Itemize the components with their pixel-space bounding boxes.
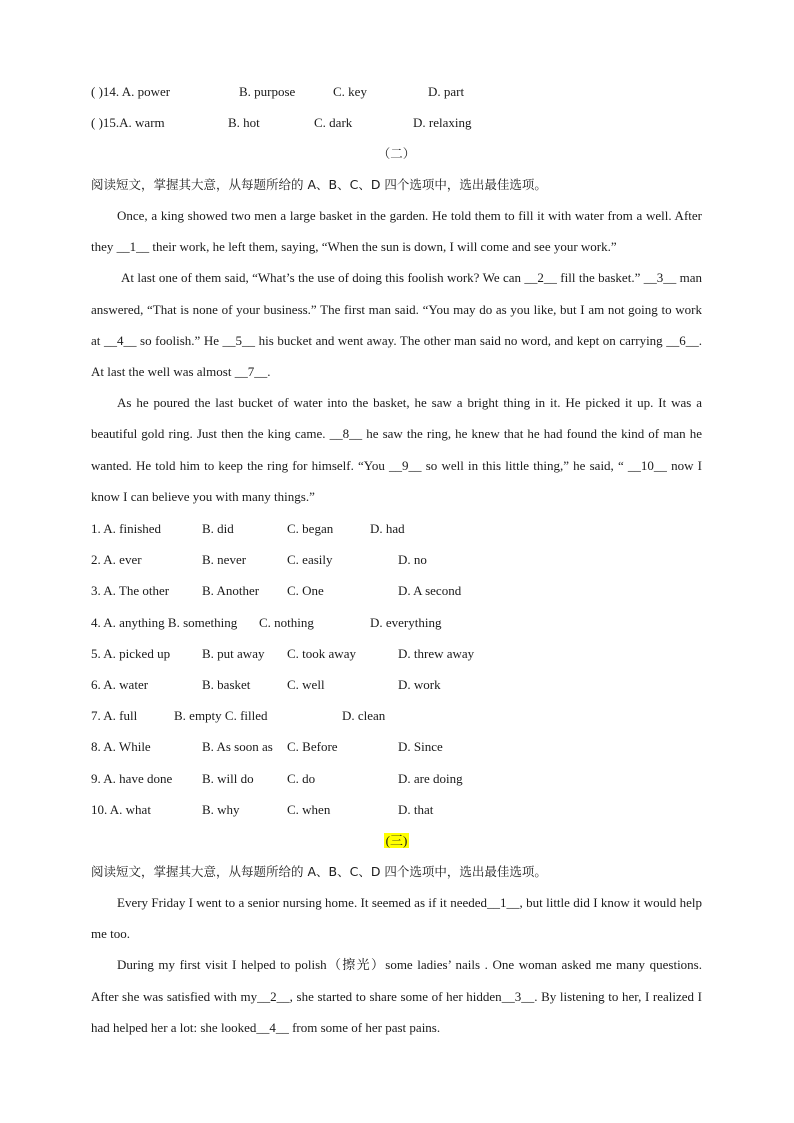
option-5-c: C. took away — [287, 646, 356, 661]
option-8-b: B. As soon as — [202, 739, 273, 754]
option-10-a: 10. A. what — [91, 802, 151, 817]
option-5-a: 5. A. picked up — [91, 646, 171, 661]
section-2-passage — [91, 200, 702, 512]
option-10-c: C. when — [287, 802, 331, 817]
question-14-option-b: B. purpose — [239, 84, 296, 99]
s3-p1-rest: , but little did I know it would help me too. — [91, 895, 702, 942]
question-14-option-d: D. part — [428, 84, 465, 99]
option-9-d: D. are doing — [398, 771, 463, 786]
blank-1: __1__ — [487, 895, 520, 910]
option-1-d: D. had — [370, 521, 405, 536]
section-2-instruction: 阅读短文，掌握其大意，从每题所给的 A、B、C、D 四个选项中，选出最佳选项。 — [91, 177, 547, 192]
option-4-c: C. nothing — [259, 615, 314, 630]
option-6-d: D. work — [398, 677, 441, 692]
option-7-d: D. clean — [342, 708, 386, 723]
question-15-option-d: D. relaxing — [413, 115, 472, 130]
question-15-option-b: B. hot — [228, 115, 260, 130]
option-10-b: B. why — [202, 802, 240, 817]
option-9-b: B. will do — [202, 771, 254, 786]
option-2-d: D. no — [398, 552, 427, 567]
option-7-a: 7. A. full — [91, 708, 138, 723]
s3-p2-c: . By listening to her, I realized I had helped her a lot: she looked — [91, 988, 702, 1035]
option-3-d: D. A second — [398, 583, 462, 598]
section-3-passage — [91, 887, 702, 1043]
option-2-c: C. easily — [287, 552, 333, 567]
option-6-b: B. basket — [202, 677, 251, 692]
blank-4: __4__ — [256, 1019, 289, 1035]
option-5-b: B. put away — [202, 646, 265, 661]
option-6-c: C. well — [287, 677, 325, 692]
question-15-option-c: C. dark — [314, 115, 353, 130]
option-8-c: C. Before — [287, 739, 338, 754]
option-8-a: 8. A. While — [91, 739, 151, 754]
option-4-d: D. everything — [370, 615, 442, 630]
option-2-a: 2. A. ever — [91, 552, 142, 567]
section-3-paragraph-1 — [91, 887, 702, 949]
option-3-c: C. One — [287, 583, 324, 598]
passage-paragraph-3: As he poured the last bucket of water into the basket, he saw a bright thing in it. He picked it up. It was a beautiful gold ring. Just then the king came. __8__ he saw the ring, he knew that he had found the kind of man he wanted. He told him to keep the ring for himself. “You __9__ so well in this little thing,” he said, “ __10__ now I know I can believe you with many things.” — [91, 395, 702, 504]
option-3-b: B. Another — [202, 583, 260, 598]
option-7-b: B. empty C. filled — [174, 708, 268, 723]
section-2-heading: （二） — [377, 146, 416, 161]
passage-paragraph-1: Once, a king showed two men a large basket in the garden. He told them to fill it with water from a well. After they __1__ their work, he left them, saying, “When the sun is down, I will come and see your work.” — [91, 208, 702, 255]
blank-2: __2__ — [257, 988, 290, 1004]
option-9-a: 9. A. have done — [91, 771, 173, 786]
section-3-instruction: 阅读短文，掌握其大意，从每题所给的 A、B、C、D 四个选项中，选出最佳选项。 — [91, 864, 547, 879]
option-6-a: 6. A. water — [91, 677, 149, 692]
option-1-c: C. began — [287, 521, 334, 536]
s3-p1-text: Every Friday I went to a senior nursing home. It seemed as if it needed — [117, 895, 488, 910]
question-15-option-a: ( )15.A. warm — [91, 115, 165, 130]
option-3-a: 3. A. The other — [91, 583, 170, 598]
passage-paragraph-2: At last one of them said, “What’s the use of doing this foolish work? We can __2__ fill the basket.” __3__ man answered, “That is none of your business.” The first man said. “You may do as you like, but I am not going to work at __4__ so foolish.” He __5__ his bucket and went away. The other man said no word, and kept on carrying __6__. At last the well was almost __7__. — [91, 270, 702, 380]
section-3-paragraph-2 — [91, 949, 702, 1043]
question-14-option-a: ( )14. A. power — [91, 84, 171, 99]
section-3-heading: (三) — [385, 833, 408, 848]
s3-p2-a: During my first visit I helped to polish（擦光）some ladies’ nails . One woman asked me many questions. After she was satisfied with my — [91, 957, 702, 1004]
option-8-d: D. Since — [398, 739, 443, 754]
option-5-d: D. threw away — [398, 646, 475, 661]
option-1-b: B. did — [202, 521, 234, 536]
option-2-b: B. never — [202, 552, 247, 567]
section-3-heading-wrap — [91, 832, 702, 850]
option-1-a: 1. A. finished — [91, 521, 162, 536]
question-14-option-c: C. key — [333, 84, 367, 99]
s3-p2-d: from some of her past pains. — [288, 1019, 441, 1035]
blank-3: __3__ — [501, 988, 535, 1004]
s3-p2-b: , she started to share some of her hidden — [289, 988, 502, 1004]
option-10-d: D. that — [398, 802, 434, 817]
option-9-c: C. do — [287, 771, 316, 786]
option-4-a: 4. A. anything B. something — [91, 615, 238, 630]
